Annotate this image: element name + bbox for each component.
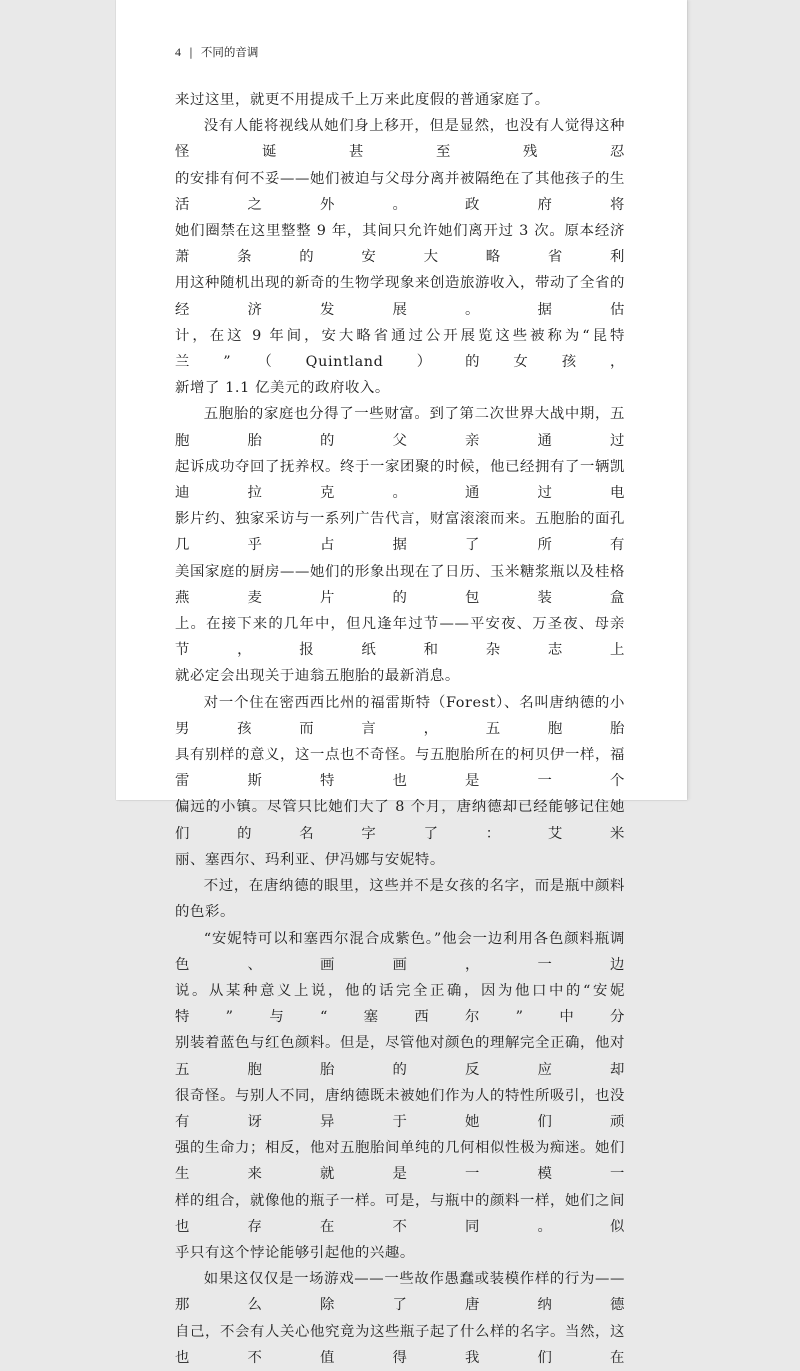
text-line: 丽、塞西尔、玛利亚、伊冯娜与安妮特。 (175, 851, 445, 868)
text-line: 别装着蓝色与红色颜料。但是，尽管他对颜色的理解完全正确，他对五胞胎的反应却 (175, 1035, 625, 1078)
text-line: 如果这仅仅是一场游戏——一些故作愚蠢或装模作样的行为——那么除了唐纳德 (175, 1271, 625, 1314)
text-line: 用这种随机出现的新奇的生物学现象来创造旅游收入，带动了全省的经济发展。据估 (175, 275, 625, 318)
text-line: 她们圈禁在这里整整 9 年，其间只允许她们离开过 3 次。原本经济萧条的安大略省利 (175, 223, 625, 266)
text-line: 的安排有何不妥——她们被迫与父母分离并被隔绝在了其他孩子的生活之外。政府将 (175, 170, 625, 213)
text-line: 计，在这 9 年间，安大略省通过公开展览这些被称为“昆特兰”（Quintland）的女孩， (175, 327, 625, 371)
text-line: 五胞胎的家庭也分得了一些财富。到了第二次世界大战中期，五胞胎的父亲通过 (175, 406, 625, 449)
text-line: “安妮特可以和塞西尔混合成紫色。”他会一边利用各色颜料瓶调色、画画，一边 (175, 930, 625, 973)
running-header (175, 44, 258, 60)
text-line: 影片约、独家采访与一系列广告代言，财富滚滚而来。五胞胎的面孔几乎占据了所有 (175, 511, 625, 554)
header-separator: | (189, 45, 193, 59)
text-line: 没有人能将视线从她们身上移开，但是显然，也没有人觉得这种怪诞甚至残忍 (175, 118, 625, 161)
chapter-title: 不同的音调 (200, 45, 259, 59)
text-line: 来过这里，就更不用提成千上万来此度假的普通家庭了。 (175, 92, 550, 108)
text-line: 美国家庭的厨房——她们的形象出现在了日历、玉米糖浆瓶以及桂格燕麦片的包装盒 (175, 563, 625, 606)
text-line: 上。在接下来的几年中，但凡逢年过节——平安夜、万圣夜、母亲节，报纸和杂志上 (175, 616, 625, 659)
text-line: 起诉成功夺回了抚养权。终于一家团聚的时候，他已经拥有了一辆凯迪拉克。通过电 (175, 458, 625, 502)
text-line: 新增了 1.1 亿美元的政府收入。 (175, 380, 390, 397)
text-line: 样的组合，就像他的瓶子一样。可是，与瓶中的颜料一样，她们之间也存在不同。似 (175, 1192, 625, 1235)
text-line: 自己，不会有人关心他究竟为这些瓶子起了什么样的名字。当然，这也不值得我们在 (175, 1323, 625, 1366)
text-line: 乎只有这个悖论能够引起他的兴趣。 (175, 1244, 415, 1261)
text-line: 说。从某种意义上说，他的话完全正确，因为他口中的“安妮特”与“塞西尔”中分 (175, 982, 625, 1026)
text-line: 就必定会出现关于迪翁五胞胎的最新消息。 (175, 668, 460, 685)
text-line: 对一个住在密西西比州的福雷斯特（Forest）、名叫唐纳德的小男孩而言，五胞胎 (175, 694, 625, 737)
text-line: 偏远的小镇。尽管只比她们大了 8 个月，唐纳德却已经能够记住她们的名字了：艾米 (175, 799, 625, 842)
text-line: 强的生命力；相反，他对五胞胎间单纯的几何相似性极为痴迷。她们生来就是一模一 (175, 1140, 625, 1183)
page-number: 4 (175, 44, 181, 59)
text-line: 很奇怪。与别人不同，唐纳德既未被她们作为人的特性所吸引，也没有讶异于她们顽 (175, 1087, 625, 1130)
text-line: 不过，在唐纳德的眼里，这些并不是女孩的名字，而是瓶中颜料的色彩。 (175, 878, 625, 921)
body-text (175, 87, 625, 1371)
text-line: 具有别样的意义，这一点也不奇怪。与五胞胎所在的柯贝伊一样，福雷斯特也是一个 (175, 747, 625, 790)
